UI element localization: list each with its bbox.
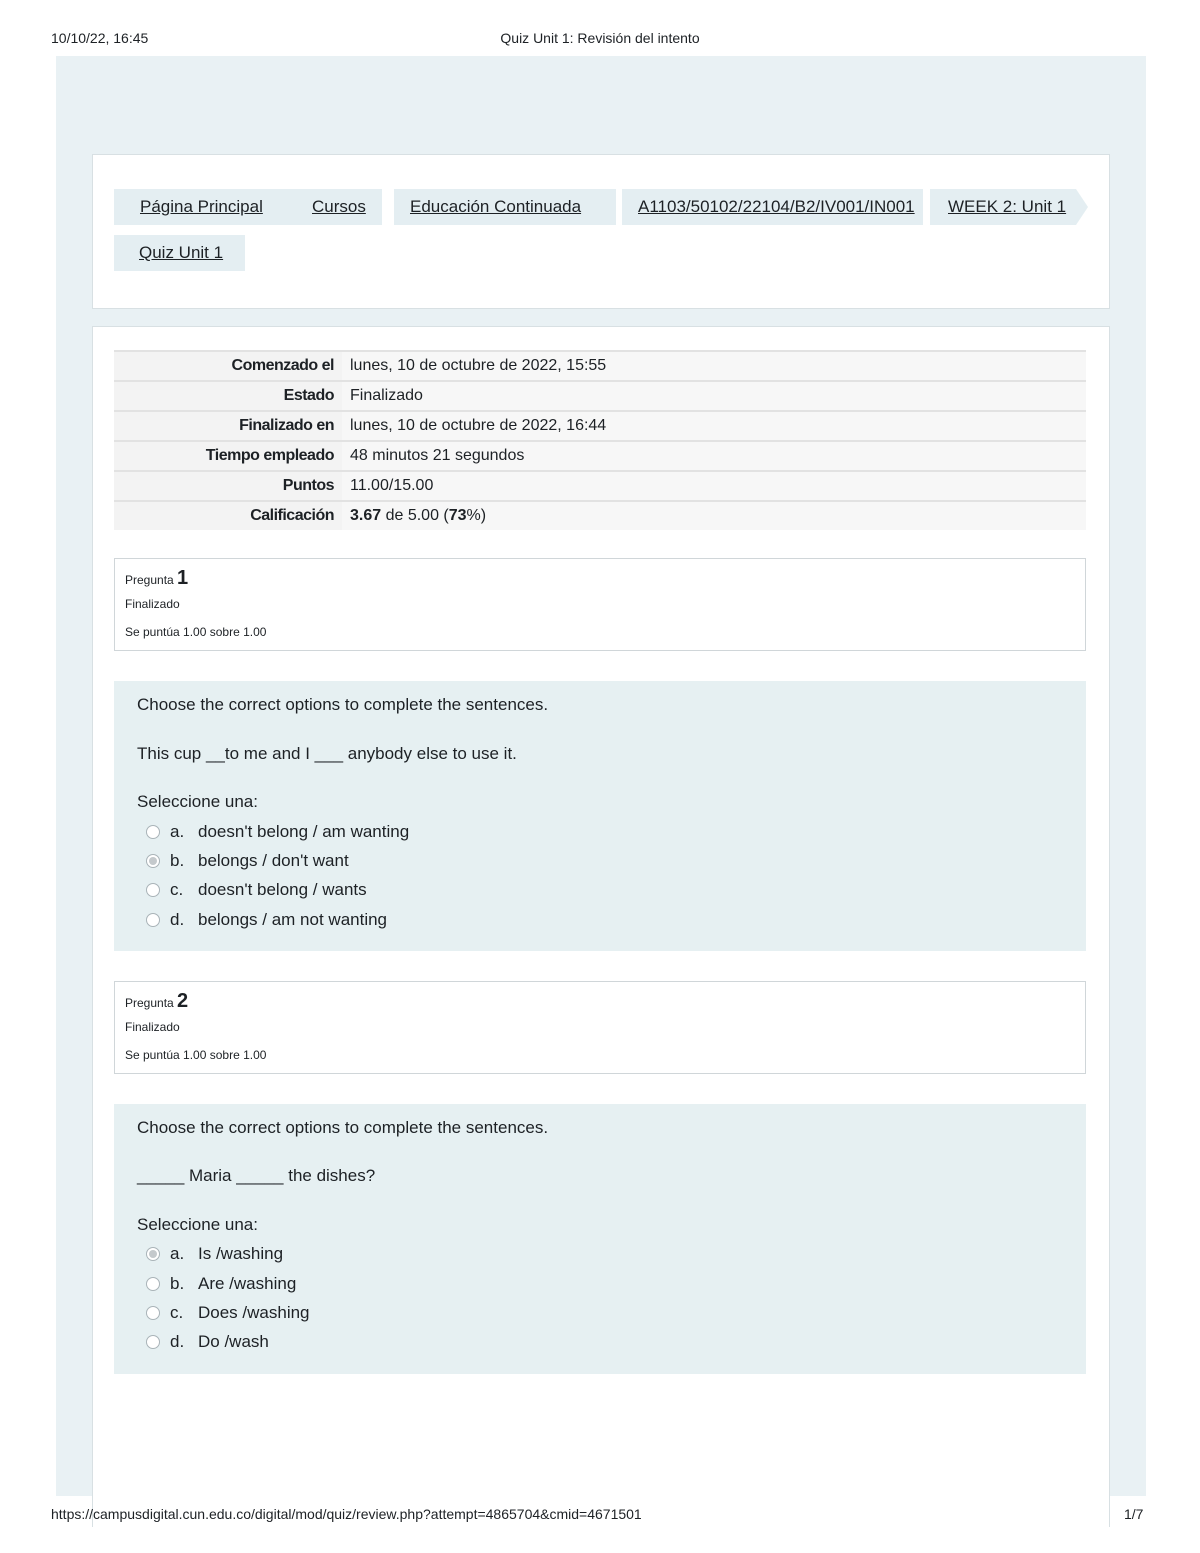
summary-label: Puntos	[114, 471, 342, 501]
question-label: Pregunta	[125, 573, 174, 587]
radio-button[interactable]	[146, 1277, 160, 1291]
breadcrumb-separator	[1076, 189, 1088, 225]
summary-value: Finalizado	[342, 381, 1086, 411]
option-letter: c.	[170, 880, 184, 899]
summary-value-grade	[342, 501, 1086, 530]
option-letter: c.	[170, 1303, 184, 1322]
question-status: Finalizado	[125, 1020, 180, 1034]
answer-option-c[interactable]	[146, 1301, 310, 1325]
summary-label: Calificación	[114, 501, 342, 530]
option-text: doesn't belong / wants	[198, 880, 367, 899]
radio-button[interactable]	[146, 913, 160, 927]
radio-button[interactable]	[146, 825, 160, 839]
breadcrumb-card	[92, 154, 1110, 309]
summary-row	[114, 381, 1086, 411]
option-letter: b.	[170, 1274, 185, 1293]
radio-button-checked[interactable]	[146, 854, 160, 868]
option-letter: b.	[170, 851, 185, 870]
print-url: https://campusdigital.cun.edu.co/digital/mod/quiz/review.php?attempt=4865704&cmid=4671501	[51, 1506, 642, 1522]
option-letter: a.	[170, 822, 185, 841]
option-text: Does /washing	[198, 1303, 310, 1322]
summary-row	[114, 351, 1086, 381]
summary-row	[114, 411, 1086, 441]
summary-value: 11.00/15.00	[342, 471, 1086, 501]
option-text: Do /wash	[198, 1332, 269, 1351]
summary-label: Estado	[114, 381, 342, 411]
breadcrumb-link[interactable]: Cursos	[312, 197, 366, 216]
question-label: Pregunta	[125, 996, 174, 1010]
option-text: doesn't belong / am wanting	[198, 822, 410, 841]
summary-value: lunes, 10 de octubre de 2022, 16:44	[342, 411, 1086, 441]
breadcrumb-item-cursos[interactable]	[296, 189, 382, 225]
grade-max: de 5.00 (	[385, 507, 449, 524]
breadcrumb-link[interactable]: WEEK 2: Unit 1	[948, 197, 1067, 216]
option-letter: d.	[170, 910, 185, 929]
breadcrumb-link[interactable]: A1103/50102/22104/B2/IV001/IN001	[638, 197, 915, 216]
option-text: Are /washing	[198, 1274, 297, 1293]
question-status: Finalizado	[125, 597, 180, 611]
option-letter: a.	[170, 1244, 185, 1263]
summary-label: Comenzado el	[114, 351, 342, 381]
summary-label: Finalizado en	[114, 411, 342, 441]
radio-button[interactable]	[146, 883, 160, 897]
question-instruction: Choose the correct options to complete the sentences.	[137, 695, 549, 714]
print-title: Quiz Unit 1: Revisión del intento	[500, 30, 700, 46]
answer-option-c[interactable]	[146, 878, 367, 902]
question-content-1	[114, 681, 1086, 951]
grade-suffix: %)	[466, 507, 487, 524]
radio-button[interactable]	[146, 1306, 160, 1320]
breadcrumb-item-educacion[interactable]	[394, 189, 616, 225]
grade-percent: 73	[448, 507, 467, 524]
question-info-1	[114, 558, 1086, 651]
attempt-summary-table	[114, 350, 1086, 530]
question-grade: Se puntúa 1.00 sobre 1.00	[125, 1048, 267, 1062]
question-sentence: _____ Maria _____ the dishes?	[137, 1166, 376, 1185]
question-grade: Se puntúa 1.00 sobre 1.00	[125, 625, 267, 639]
question-sentence: This cup __to me and I ___ anybody else to use it.	[137, 744, 517, 763]
question-number	[125, 990, 188, 1013]
answer-option-a[interactable]	[146, 820, 409, 844]
breadcrumb-link[interactable]: Quiz Unit 1	[139, 243, 224, 262]
grade-score: 3.67	[350, 507, 382, 524]
option-text: belongs / don't want	[198, 851, 349, 870]
select-prompt: Seleccione una:	[137, 792, 258, 811]
print-header	[0, 30, 1200, 50]
summary-label: Tiempo empleado	[114, 441, 342, 471]
radio-button-checked[interactable]	[146, 1247, 160, 1261]
option-text: belongs / am not wanting	[198, 910, 388, 929]
question-content-2	[114, 1104, 1086, 1374]
question-info-2	[114, 981, 1086, 1074]
breadcrumb-item-week[interactable]	[930, 189, 1076, 225]
answer-option-b[interactable]	[146, 849, 349, 873]
select-prompt: Seleccione una:	[137, 1215, 258, 1234]
breadcrumb-item-home[interactable]	[114, 189, 310, 225]
breadcrumb-link[interactable]: Educación Continuada	[410, 197, 582, 216]
print-date: 10/10/22, 16:45	[51, 30, 149, 46]
radio-button[interactable]	[146, 1335, 160, 1349]
question-instruction: Choose the correct options to complete the sentences.	[137, 1118, 549, 1137]
summary-value: 48 minutos 21 segundos	[342, 441, 1086, 471]
summary-value: lunes, 10 de octubre de 2022, 15:55	[342, 351, 1086, 381]
summary-row	[114, 501, 1086, 530]
breadcrumb-item-course[interactable]	[622, 189, 923, 225]
option-text: Is /washing	[198, 1244, 284, 1263]
print-page-number: 1/7	[1124, 1506, 1144, 1522]
answer-option-d[interactable]	[146, 1330, 269, 1354]
summary-row	[114, 441, 1086, 471]
answer-option-b[interactable]	[146, 1272, 296, 1296]
question-number-value: 1	[177, 567, 189, 589]
option-letter: d.	[170, 1332, 185, 1351]
question-number	[125, 567, 188, 590]
summary-row	[114, 471, 1086, 501]
breadcrumb-item-quiz[interactable]	[114, 235, 245, 271]
answer-option-d[interactable]	[146, 908, 387, 932]
answer-option-a[interactable]	[146, 1242, 283, 1266]
breadcrumb-link[interactable]: Página Principal	[140, 197, 263, 216]
question-number-value: 2	[177, 990, 189, 1012]
